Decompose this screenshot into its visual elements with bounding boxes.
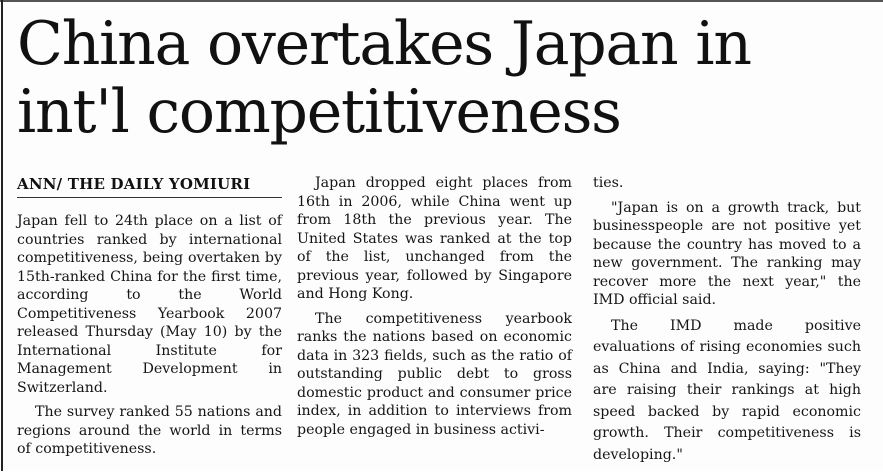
left-border bbox=[1, 0, 3, 471]
paragraph: The survey ranked 55 nations and regions around the world in terms of competitiveness. bbox=[17, 404, 282, 457]
article-column-1 bbox=[17, 212, 282, 465]
paragraph: "Japan is on a growth track, but businesspeople are not positive yet because the country has moved to a new government. The ranking may recover more the next year," the IMD official said. bbox=[593, 199, 861, 308]
byline-rule bbox=[17, 197, 282, 198]
paragraph: Japan dropped eight places from 16th in 2006, while China went up from 18th the previous year. The United States was ranked at the top of the list, unchanged from the previous year, followed by Singapore and Hong Kong. bbox=[297, 175, 572, 302]
article-column-2 bbox=[297, 174, 572, 445]
byline: ANN/ THE DAILY YOMIURI bbox=[17, 175, 251, 193]
paragraph: Japan fell to 24th place on a list of countries ranked by international competitiveness, being overtaken by 15th-ranked China for the first time, according to the World Competitiveness Yearbook 2007 released Thursday (May 10) by the International Institute for Management Development in Switzerland. bbox=[17, 213, 282, 396]
top-border bbox=[0, 0, 883, 2]
article-column-3 bbox=[593, 174, 861, 472]
headline: China overtakes Japan in int'l competitiveness bbox=[17, 9, 751, 147]
paragraph: ties. bbox=[593, 175, 624, 191]
paragraph: The IMD made positive evaluations of rising economies such as China and India, saying: "They are raising their rankings at high speed backed by rapid economic growth. Their competitiveness is developing." bbox=[593, 317, 861, 463]
paragraph: The competitiveness yearbook ranks the nations based on economic data in 323 fields, such as the ratio of outstanding public debt to gross domestic product and consumer price index, in addition to interviews from people engaged in business activi- bbox=[297, 310, 572, 438]
